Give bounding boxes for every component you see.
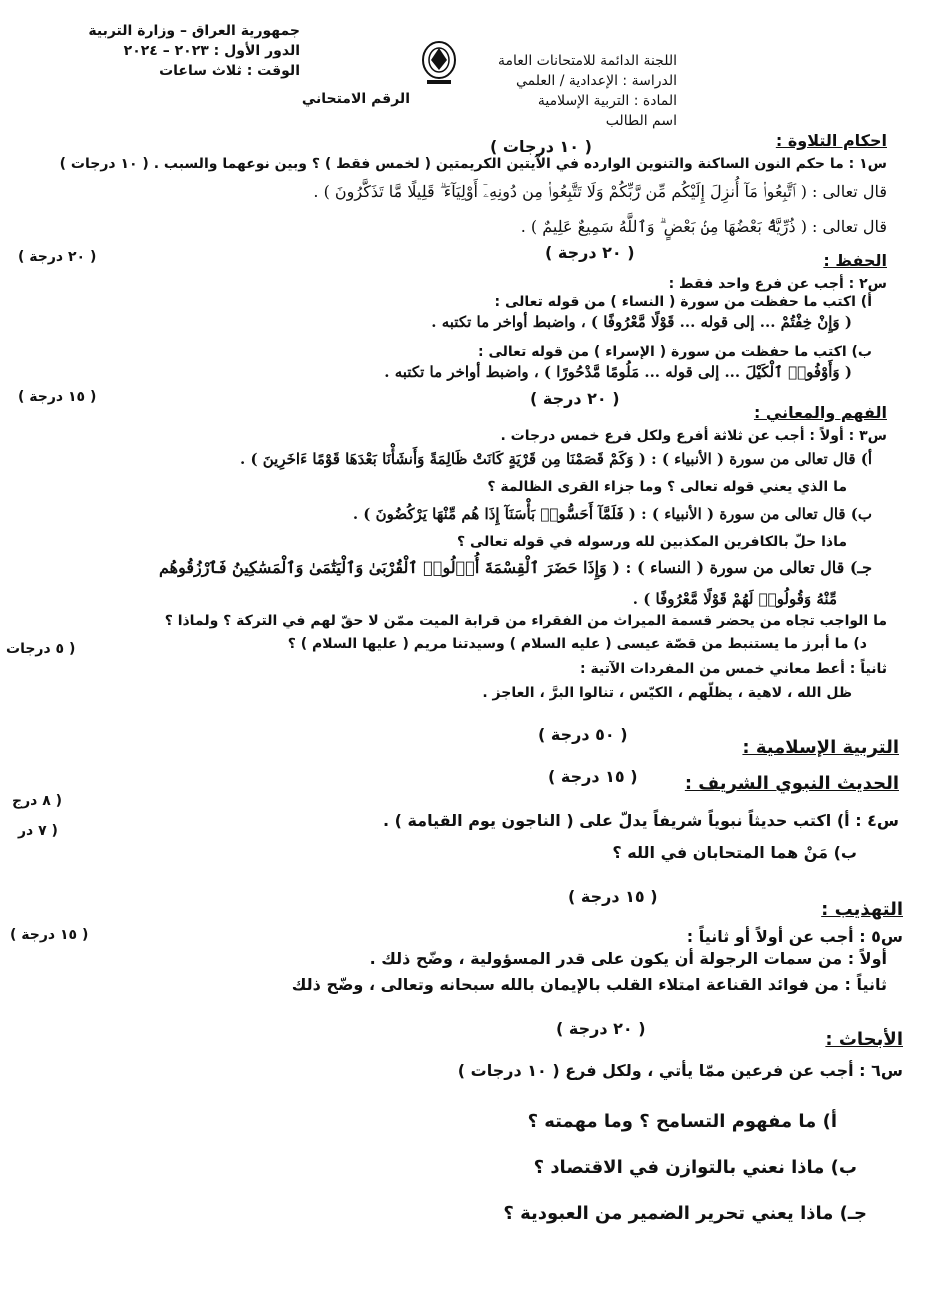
s6-heading: الأبحاث : [825,1029,903,1050]
s2-branch-a: أ) اكتب ما حفظت من سورة ( النساء ) من قوله تعالى : [494,294,872,310]
s3-marks-left: ( ١٥ درجة ) [18,389,97,405]
header-study: الدراسة : الإعدادية / العلمي [515,73,677,89]
s3-branch-c: جـ) قال تعالى من سورة ( النساء ) : ( وَإِذَا حَضَرَ ٱلْقِسْمَةَ أُو۟لُوا۟ ٱلْقُرْبَىٰ وَٱلْيَتَٰمَىٰ وَٱلْمَسَٰكِينُ فَٱرْزُقُوهُم [159,558,872,577]
s5-first: أولاً : من سمات الرجولة أن يكون على قدر المسؤولية ، وضّح ذلك . [369,949,887,968]
s3-second-marks: ( ٥ درجات [6,641,76,657]
s4-marks-center: ( ١٥ درجة ) [548,767,638,786]
s1-verse-2: قال تعالى : ( ذُرِّيَّةًۢ بَعْضُهَا مِنۢ بَعْضٍ ۗ وَٱللَّهُ سَمِيعٌ عَلِيمٌ ) . [520,217,887,236]
s3-branch-b: ب) قال تعالى من سورة ( الأنبياء ) : ( فَلَمَّآ أَحَسُّوا۟ بَأْسَنَآ إِذَا هُم مِّنْهَا يَرْكُضُونَ ) . [352,505,872,523]
header-session: الدور الأول : ٢٠٢٣ – ٢٠٢٤ [123,43,300,59]
part2-heading: التربية الإسلامية : [742,737,899,758]
s4-heading: الحديث النبوي الشريف : [684,773,899,794]
s2-branch-b: ب) اكتب ما حفظت من سورة ( الإسراء ) من قوله تعالى : [478,344,872,360]
s2-marks-center: ( ٢٠ درجة ) [545,243,635,262]
s3-second: ثانياً : أعط معاني خمس من المفردات الآتية : [579,661,887,677]
s3-branch-b-q: ماذا حلّ بالكافرين المكذبين لله ورسوله في قوله تعالى ؟ [457,534,847,550]
s4-question: س٤ : أ) اكتب حديثاً نبوياً شريفاً يدلّ على ( الناجون يوم القيامة ) . [382,811,899,830]
s3-branch-c-q: ما الواجب تجاه من يحضر قسمة الميراث من الفقراء من قرابة الميت ممّن لا حقّ لهم في التركة ؟ ولماذا ؟ [164,613,887,629]
s5-heading: التهذيب : [821,899,903,920]
s1-verse-1: قال تعالى : ( ٱتَّبِعُوا۟ مَآ أُنزِلَ إِلَيْكُم مِّن رَّبِّكُمْ وَلَا تَتَّبِعُوا۟ مِن دُونِهِۦٓ أَوْلِيَآءَ ۗ قَلِيلًا مَّا تَذَكَّرُونَ ) . [313,182,887,201]
s6-question: س٦ : أجب عن فرعين ممّا يأتي ، ولكل فرع ( ١٠ درجات ) [457,1061,903,1080]
s6-branch-c: جـ) ماذا يعني تحرير الضمير من العبودية ؟ [503,1203,867,1224]
s5-second: ثانياً : من فوائد القناعة امتلاء القلب بالإيمان بالله سبحانه وتعالى ، وضّح ذلك [291,975,887,994]
s5-question: س٥ : أجب عن أولاً أو ثانياً : [686,927,903,946]
header-student-name: اسم الطالب [605,113,677,129]
s6-branch-b: ب) ماذا نعني بالتوازن في الاقتصاد ؟ [533,1157,857,1178]
s2-question: س٢ : أجب عن فرع واحد فقط : [668,276,887,292]
s3-marks-center: ( ٢٠ درجة ) [530,389,620,408]
s5-marks-center: ( ١٥ درجة ) [568,887,658,906]
s1-heading: احكام التلاوة : [775,131,887,150]
s2-heading: الحفظ : [823,251,887,270]
s6-marks-center: ( ٢٠ درجة ) [556,1019,646,1038]
s1-marks: ( ١٠ درجات ) [490,137,592,156]
s3-branch-a-q: ما الذي يعني قوله تعالى ؟ وما جزاء القرى الظالمة ؟ [487,479,847,495]
s3-words: ظل الله ، لاهية ، يظلّهم ، الكيّس ، تنالوا البرَّ ، العاجز . [482,685,852,701]
header-subject: المادة : التربية الإسلامية [537,93,677,109]
s6-branch-a: أ) ما مفهوم التسامح ؟ وما مهمته ؟ [527,1111,837,1132]
s3-branch-d: د) ما أبرز ما يستنبط من قصّة عيسى ( عليه السلام ) وسيدتنا مريم ( عليها السلام ) ؟ [287,636,867,652]
s3-question: س٣ : أولاً : أجب عن ثلاثة أفرع ولكل فرع خمس درجات . [500,428,887,444]
s1-question: س١ : ما حكم النون الساكنة والتنوين الوارده في الآيتين الكريمتين ( لخمس فقط ) ؟ وبين نوعهما والسبب . ( ١٠ درجات ) [59,156,887,172]
s3-branch-a: أ) قال تعالى من سورة ( الأنبياء ) : ( وَكَمْ قَصَمْنَا مِن قَرْيَةٍ كَانَتْ ظَالِمَةً وَأَنشَأْنَا بَعْدَهَا قَوْمًا ءَاخَرِينَ ) . [240,450,872,468]
header-time: الوقت : ثلاث ساعات [159,63,300,79]
s3-branch-c-verse-end: مِّنْهُ وَقُولُوا۟ لَهُمْ قَوْلًا مَّعْرُوفًا ) . [632,590,837,608]
header-committee: اللجنة الدائمة للامتحانات العامة [498,53,677,69]
part2-marks: ( ٥٠ درجة ) [538,725,628,744]
s4-branch-b: ب) مَنْ هما المتحابان في الله ؟ [612,843,857,862]
s2-marks-left: ( ٢٠ درجة ) [18,249,97,265]
s2-branch-a-verse: ( وَإِنْ خِفْتُمْ ... إلى قوله ... قَوْلًا مَّعْرُوفًا ) ، واضبط أواخر ما تكتبه . [431,313,852,331]
s4-marks-a: ( ٨ درج [12,793,63,809]
s2-branch-b-verse: ( وَأَوْفُوا۟ ٱلْكَيْلَ ... إلى قوله ... مَلُومًا مَّدْحُورًا ) ، واضبط أواخر ما تكتبه . [384,363,852,381]
header-republic: جمهورية العراق – وزارة التربية [88,23,300,39]
ministry-seal-icon [418,38,460,88]
s3-heading: الفهم والمعاني : [753,403,887,422]
s4-marks-b: ( ٧ در [18,823,58,839]
s5-marks-left: ( ١٥ درجة ) [10,927,89,943]
exam-number-label: الرقم الامتحاني [301,91,410,107]
